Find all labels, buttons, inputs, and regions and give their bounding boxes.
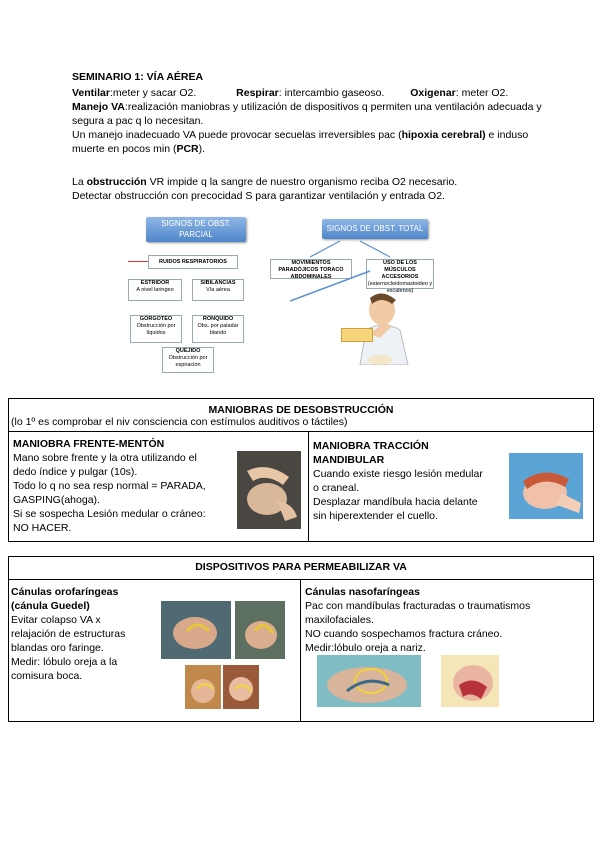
- guedel-photo-1: [161, 601, 231, 659]
- inadecuado-text: Un manejo inadecuado VA puede provocar secuelas irreversibles pac (: [72, 129, 402, 141]
- frente-menton-line: Mano sobre frente y la otra utilizando el: [13, 452, 197, 464]
- maniobras-section: [8, 398, 594, 542]
- obst-line2: Detectar obstrucción con precocidad S para garantizar ventilación y entrada O2.: [72, 190, 445, 202]
- ruidos-box: RUIDOS RESPIRATORIOS: [148, 255, 238, 269]
- guedel-subtitle: (cánula Guedel): [11, 600, 90, 612]
- orofaringeas-line: Evitar colapso VA x: [11, 614, 101, 626]
- hipoxia-term: hipoxia cerebral): [401, 129, 486, 141]
- maniobras-subtitle: (lo 1º es comprobar el niv consciencia con estímulos auditivos o táctiles): [11, 416, 348, 428]
- obst-post: VR impide q la sangre de nuestro organismo reciba O2 necesario.: [146, 176, 458, 188]
- gorgoteo-sub: Obstrucción por líquidos: [136, 323, 176, 336]
- traccion-title-line1: MANIOBRA TRACCIÓN: [313, 440, 429, 452]
- guedel-photo-4: [223, 665, 259, 709]
- nasofaringeas-line: Medir:lóbulo oreja a nariz.: [305, 642, 426, 654]
- nasofaringeas-line: NO cuando sospechamos fractura cráneo.: [305, 628, 503, 640]
- inadecuado-paragraph: [72, 128, 542, 156]
- traccion-mandibular-illustration: [509, 453, 583, 519]
- estridor-sub: A nivel laringeo: [136, 287, 174, 293]
- traccion-title-line2: MANDIBULAR: [313, 454, 385, 466]
- ventilar-def: :meter y sacar O2.: [109, 87, 197, 99]
- frente-menton-line: dedo índice y pulgar (10s).: [13, 466, 138, 478]
- nasofaringea-illustration: [441, 655, 499, 707]
- nasofaringeas-line: maxilofaciales.: [305, 614, 374, 626]
- movimientos-box: MOVIMIENTOS PARADÓJICOS TORACO ABDOMINALES: [270, 259, 352, 279]
- manejo-def: :realización maniobras y utilización de dispositivos q permiten una ventilación adecuada y segura a pac q lo necesitan.: [72, 101, 542, 127]
- traccion-line: Desplazar mandíbula hacia delante: [313, 496, 478, 508]
- estridor-box: [128, 279, 182, 301]
- frente-menton-line: Si se sospecha Lesión medular o cráneo:: [13, 508, 206, 520]
- gorgoteo-label: GORGOTEO: [139, 316, 173, 322]
- orofaringeas-line: Medir: lóbulo oreja a la: [11, 656, 118, 668]
- quejido-label: QUEJIDO: [175, 348, 201, 354]
- quejido-box: [162, 347, 214, 373]
- gorgoteo-box: [130, 315, 182, 343]
- manejo-term: Manejo VA: [72, 101, 125, 113]
- oxigenar-term: Oxigenar: [410, 87, 456, 99]
- traccion-line: o craneal.: [313, 482, 360, 494]
- obstruccion-paragraph: [72, 175, 552, 203]
- frente-menton-line: NO HACER.: [13, 522, 72, 534]
- dispositivos-divider: [300, 579, 301, 721]
- manejo-paragraph: [72, 100, 542, 128]
- guedel-photo-2: [235, 601, 285, 659]
- nasofaringea-photo: [317, 655, 421, 707]
- nasofaringeas-line: Pac con mandíbulas fracturadas o traumatismos: [305, 600, 531, 612]
- nasofaringeas-title: Cánulas nasofaríngeas: [305, 586, 420, 598]
- nasofaringeas-column: [305, 585, 589, 655]
- obstruccion-term: obstrucción: [86, 176, 147, 188]
- frente-menton-line: GASPING(ahoga).: [13, 494, 100, 506]
- respirar-def: : intercambio gaseoso.: [278, 87, 385, 99]
- obst-pre: La: [72, 176, 87, 188]
- orofaringeas-title: Cánulas orofaríngeas: [11, 586, 119, 598]
- frente-menton-title: MANIOBRA FRENTE-MENTÓN: [13, 438, 165, 450]
- intro-definitions: [72, 86, 542, 156]
- inadecuado-text-end: ).: [198, 143, 206, 155]
- quejido-sub: Obstrucción por espiración: [168, 355, 208, 368]
- frente-menton-photo: [237, 451, 301, 529]
- musculos-sub: (esternocleidomastoideo y escalenos): [367, 281, 433, 294]
- parcial-header: SIGNOS DE OBST. PARCIAL: [146, 217, 246, 242]
- page-title: SEMINARIO 1: VÍA AÉREA: [72, 71, 204, 83]
- orofaringeas-line: blandas oro faringe.: [11, 642, 104, 654]
- ventilar-term: Ventilar: [72, 87, 110, 99]
- dispositivos-header: [9, 557, 593, 580]
- ronquido-box: [192, 315, 244, 343]
- ruidos-arrow: [128, 261, 148, 262]
- traccion-mandibular-column: [313, 439, 509, 523]
- choking-label: [341, 328, 373, 342]
- guedel-photo-3: [185, 665, 221, 709]
- dispositivos-title: DISPOSITIVOS PARA PERMEABILIZAR VA: [195, 561, 407, 573]
- oxigenar-def: : meter O2.: [455, 87, 509, 99]
- ronquido-label: RONQUIDO: [202, 316, 234, 322]
- musculos-label: USO DE LOS MÚSCULOS ACCESORIOS: [381, 260, 419, 280]
- dispositivos-section: [8, 556, 594, 722]
- orofaringeas-line: comisura boca.: [11, 670, 83, 682]
- sibilancias-label: SIBILANCIAS: [200, 280, 236, 286]
- respirar-term: Respirar: [236, 87, 279, 99]
- orofaringeas-line: relajación de estructuras: [11, 628, 126, 640]
- sibilancias-sub: Vía aérea: [206, 287, 230, 293]
- estridor-label: ESTRIDOR: [140, 280, 170, 286]
- frente-menton-line: Todo lo q no sea resp normal = PARADA,: [13, 480, 206, 492]
- sibilancias-box: [192, 279, 244, 301]
- maniobras-title: MANIOBRAS DE DESOBSTRUCCIÓN: [208, 404, 394, 416]
- traccion-line: sin hiperextender el cuello.: [313, 510, 438, 522]
- definitions-line: [72, 86, 542, 100]
- maniobras-divider: [308, 431, 309, 541]
- maniobras-header: [9, 399, 593, 432]
- ronquido-sub: Obs. por paladar blando: [197, 323, 239, 336]
- pcr-term: PCR: [176, 143, 199, 155]
- traccion-line: Cuando existe riesgo lesión medular: [313, 468, 483, 480]
- total-header: SIGNOS DE OBST. TOTAL: [322, 219, 428, 239]
- frente-menton-column: [13, 437, 235, 535]
- inadecuado-text-mid: e induso muerte en pocos min (: [72, 129, 529, 155]
- orofaringeas-column: [11, 585, 161, 683]
